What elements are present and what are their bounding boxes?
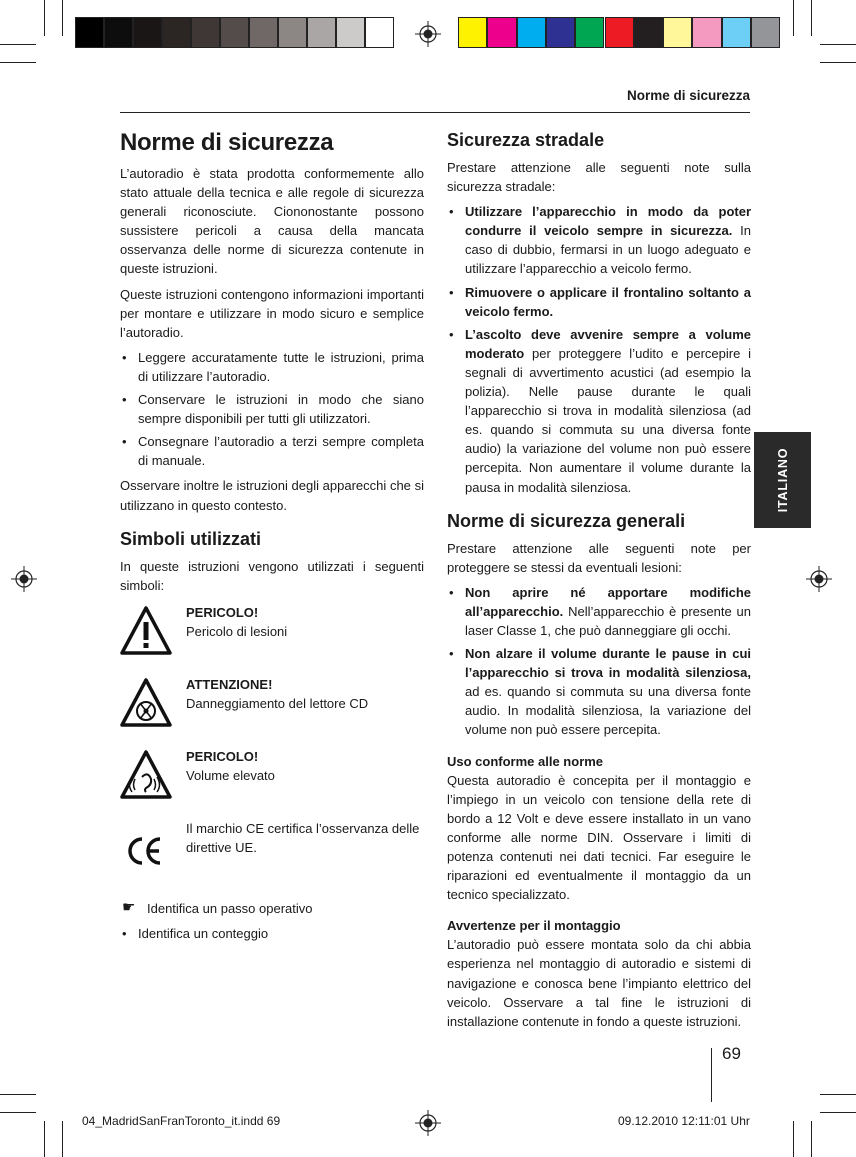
- page-number: 69: [722, 1044, 741, 1063]
- color-swatch: [249, 17, 278, 48]
- registration-mark-icon: [415, 1110, 441, 1136]
- color-swatch: [692, 17, 721, 48]
- color-swatch: [365, 17, 394, 48]
- symbol-text: Danneggiamento del lettore CD: [186, 695, 369, 711]
- color-swatch: [546, 17, 575, 48]
- section-heading: Simboli utilizzati: [120, 528, 262, 549]
- outro-paragraph: Osservare inoltre le istruzioni degli apparecchi che si utilizzano in questo contesto.: [120, 478, 424, 513]
- registration-mark-icon: [415, 21, 441, 47]
- step-legend-text: Identifica un passo operativo: [147, 900, 313, 916]
- page-number-rule: [711, 1048, 712, 1102]
- color-swatch: [307, 17, 336, 48]
- symbol-text: Volume elevato: [186, 767, 275, 783]
- color-swatch: [336, 17, 365, 48]
- symbol-entry: [120, 603, 424, 675]
- color-swatch: [722, 17, 751, 48]
- color-swatch: [278, 17, 307, 48]
- list-item: • Leggere accuratamente tutte le istruzioni, prima di utilizzare l’autoradio.: [120, 348, 424, 386]
- symbol-entry: [120, 675, 424, 747]
- list-item: • Identifica un conteggio: [120, 924, 424, 943]
- color-swatch: [663, 17, 692, 48]
- mount-paragraph: L’autoradio può essere montata solo da chi abbia esperienza nel montaggio di autoradio e sistemi di navigazione e conosca bene l’impianto elettrico del veicolo. Osservare a tal fine le istruzioni di installazione contenute in fondo a queste istruzioni.: [447, 937, 751, 1029]
- subsection-heading: Avvertenze per il montaggio: [447, 918, 621, 934]
- list-item: • Rimuovere o applicare il frontalino soltanto a veicolo fermo.: [447, 283, 751, 321]
- registration-mark-icon: [806, 566, 832, 592]
- header-rule: [120, 112, 750, 113]
- color-swatch: [751, 17, 780, 48]
- symbol-text: Pericolo di lesioni: [186, 623, 288, 639]
- color-swatch: [104, 17, 133, 48]
- symbol-text: Il marchio CE certifica l’osservanza delle direttive UE.: [186, 820, 420, 855]
- cd-damage-icon: [120, 677, 172, 729]
- color-swatch: [220, 17, 249, 48]
- language-tab-label: ITALIANO: [775, 447, 790, 513]
- color-swatch: [575, 17, 604, 48]
- general-intro: Prestare attenzione alle seguenti note per proteggere se stessi da eventuali lesioni:: [447, 540, 751, 575]
- list-item: • Non alzare il volume durante le pause in cui l’apparecchio si trova in modalità silenziosa, ad es. quando si commuta su una diversa fonte audio. In modalità silenziosa, la variazione del volume non può essere percepita.: [447, 644, 751, 739]
- symbol-heading: PERICOLO!: [186, 604, 259, 620]
- step-legend: [120, 899, 424, 918]
- color-swatch: [458, 17, 487, 48]
- running-head: Norme di sicurezza: [626, 88, 750, 103]
- slug-date: 09.12.2010 12:11:01 Uhr: [618, 1114, 750, 1128]
- color-swatch: [191, 17, 220, 48]
- road-safety-list: [447, 202, 751, 496]
- loud-volume-icon: [120, 749, 172, 801]
- color-swatch: [634, 17, 663, 48]
- general-safety-list: [447, 583, 751, 740]
- list-item: • L’ascolto deve avvenire sempre a volume moderato per proteggere l’udito e percepire i segnali di avvertimento acustici (ad esempio la polizia). Nelle pause durante le quali l’apparecchio si trova in modalità silenziosa (ad es. quando si commuta su una diversa fonte audio) la variazione del volume non può essere percepita. Non aumentare il volume durante la pausa in modalità silenziosa.: [447, 325, 751, 497]
- slug-filename: 04_MadridSanFranToronto_it.indd 69: [82, 1114, 281, 1128]
- section-heading: Sicurezza stradale: [447, 130, 605, 150]
- symbol-entry: [120, 747, 424, 819]
- use-paragraph: Questa autoradio è concepita per il montaggio e l’impiego in un veicolo con tensione della rete di bordo a 12 Volt e deve essere installato in un vano conforme alle norme DIN. Osservare i limiti di potenza contenuti nei dati tecnici. Far eseguire le riparazioni ed eventualmente il montaggio da un tecnico specializzato.: [447, 772, 751, 903]
- symbol-entry: [120, 819, 424, 899]
- section-heading: Norme di sicurezza generali: [447, 510, 686, 531]
- color-swatch: [75, 17, 104, 48]
- road-intro: Prestare attenzione alle seguenti note sulla sicurezza stradale:: [447, 160, 751, 195]
- language-tab: [754, 432, 811, 528]
- count-legend: [120, 924, 424, 943]
- list-item: • Non aprire né apportare modifiche all’apparecchio. Nell’apparecchio è presente un laser Classe 1, che può danneggiare gli occhi.: [447, 583, 751, 640]
- list-item: • Conservare le istruzioni in modo che siano sempre disponibili per tutti gli utilizzatori.: [120, 390, 424, 428]
- color-swatch: [487, 17, 516, 48]
- symbols-intro: In queste istruzioni vengono utilizzati i seguenti simboli:: [120, 558, 424, 593]
- intro-paragraph: L’autoradio è stata prodotta conformemente allo stato attuale della tecnica e alle regole di sicurezza generali riconosciute. Ciononostante possono sussistere pericoli a causa della mancata osservanza delle norme di sicurezza contenute in queste istruzioni.: [120, 166, 424, 277]
- symbol-heading: PERICOLO!: [186, 748, 259, 764]
- registration-mark-icon: [11, 566, 37, 592]
- color-swatch: [133, 17, 162, 48]
- list-item: • Utilizzare l’apparecchio in modo da poter condurre il veicolo sempre in sicurezza. In caso di dubbio, fermarsi in un luogo adeguato e utilizzare l’apparecchio a veicolo fermo.: [447, 202, 751, 278]
- instruction-list: [120, 348, 424, 471]
- warning-triangle-icon: [120, 605, 172, 657]
- color-swatch: [517, 17, 546, 48]
- symbol-heading: ATTENZIONE!: [186, 676, 273, 692]
- page-title: Norme di sicurezza: [120, 129, 334, 156]
- right-column: [447, 128, 751, 1037]
- color-swatch: [605, 17, 634, 48]
- left-column: [120, 128, 424, 949]
- color-swatch: [162, 17, 191, 48]
- ce-mark-icon: [120, 825, 172, 877]
- list-item: • Consegnare l’autoradio a terzi sempre completa di manuale.: [120, 432, 424, 470]
- pointing-hand-icon: ☛: [122, 898, 136, 916]
- subsection-heading: Uso conforme alle norme: [447, 753, 604, 769]
- intro-paragraph: Queste istruzioni contengono informazioni importanti per montare e utilizzare in modo sicuro e semplice l’autoradio.: [120, 286, 424, 340]
